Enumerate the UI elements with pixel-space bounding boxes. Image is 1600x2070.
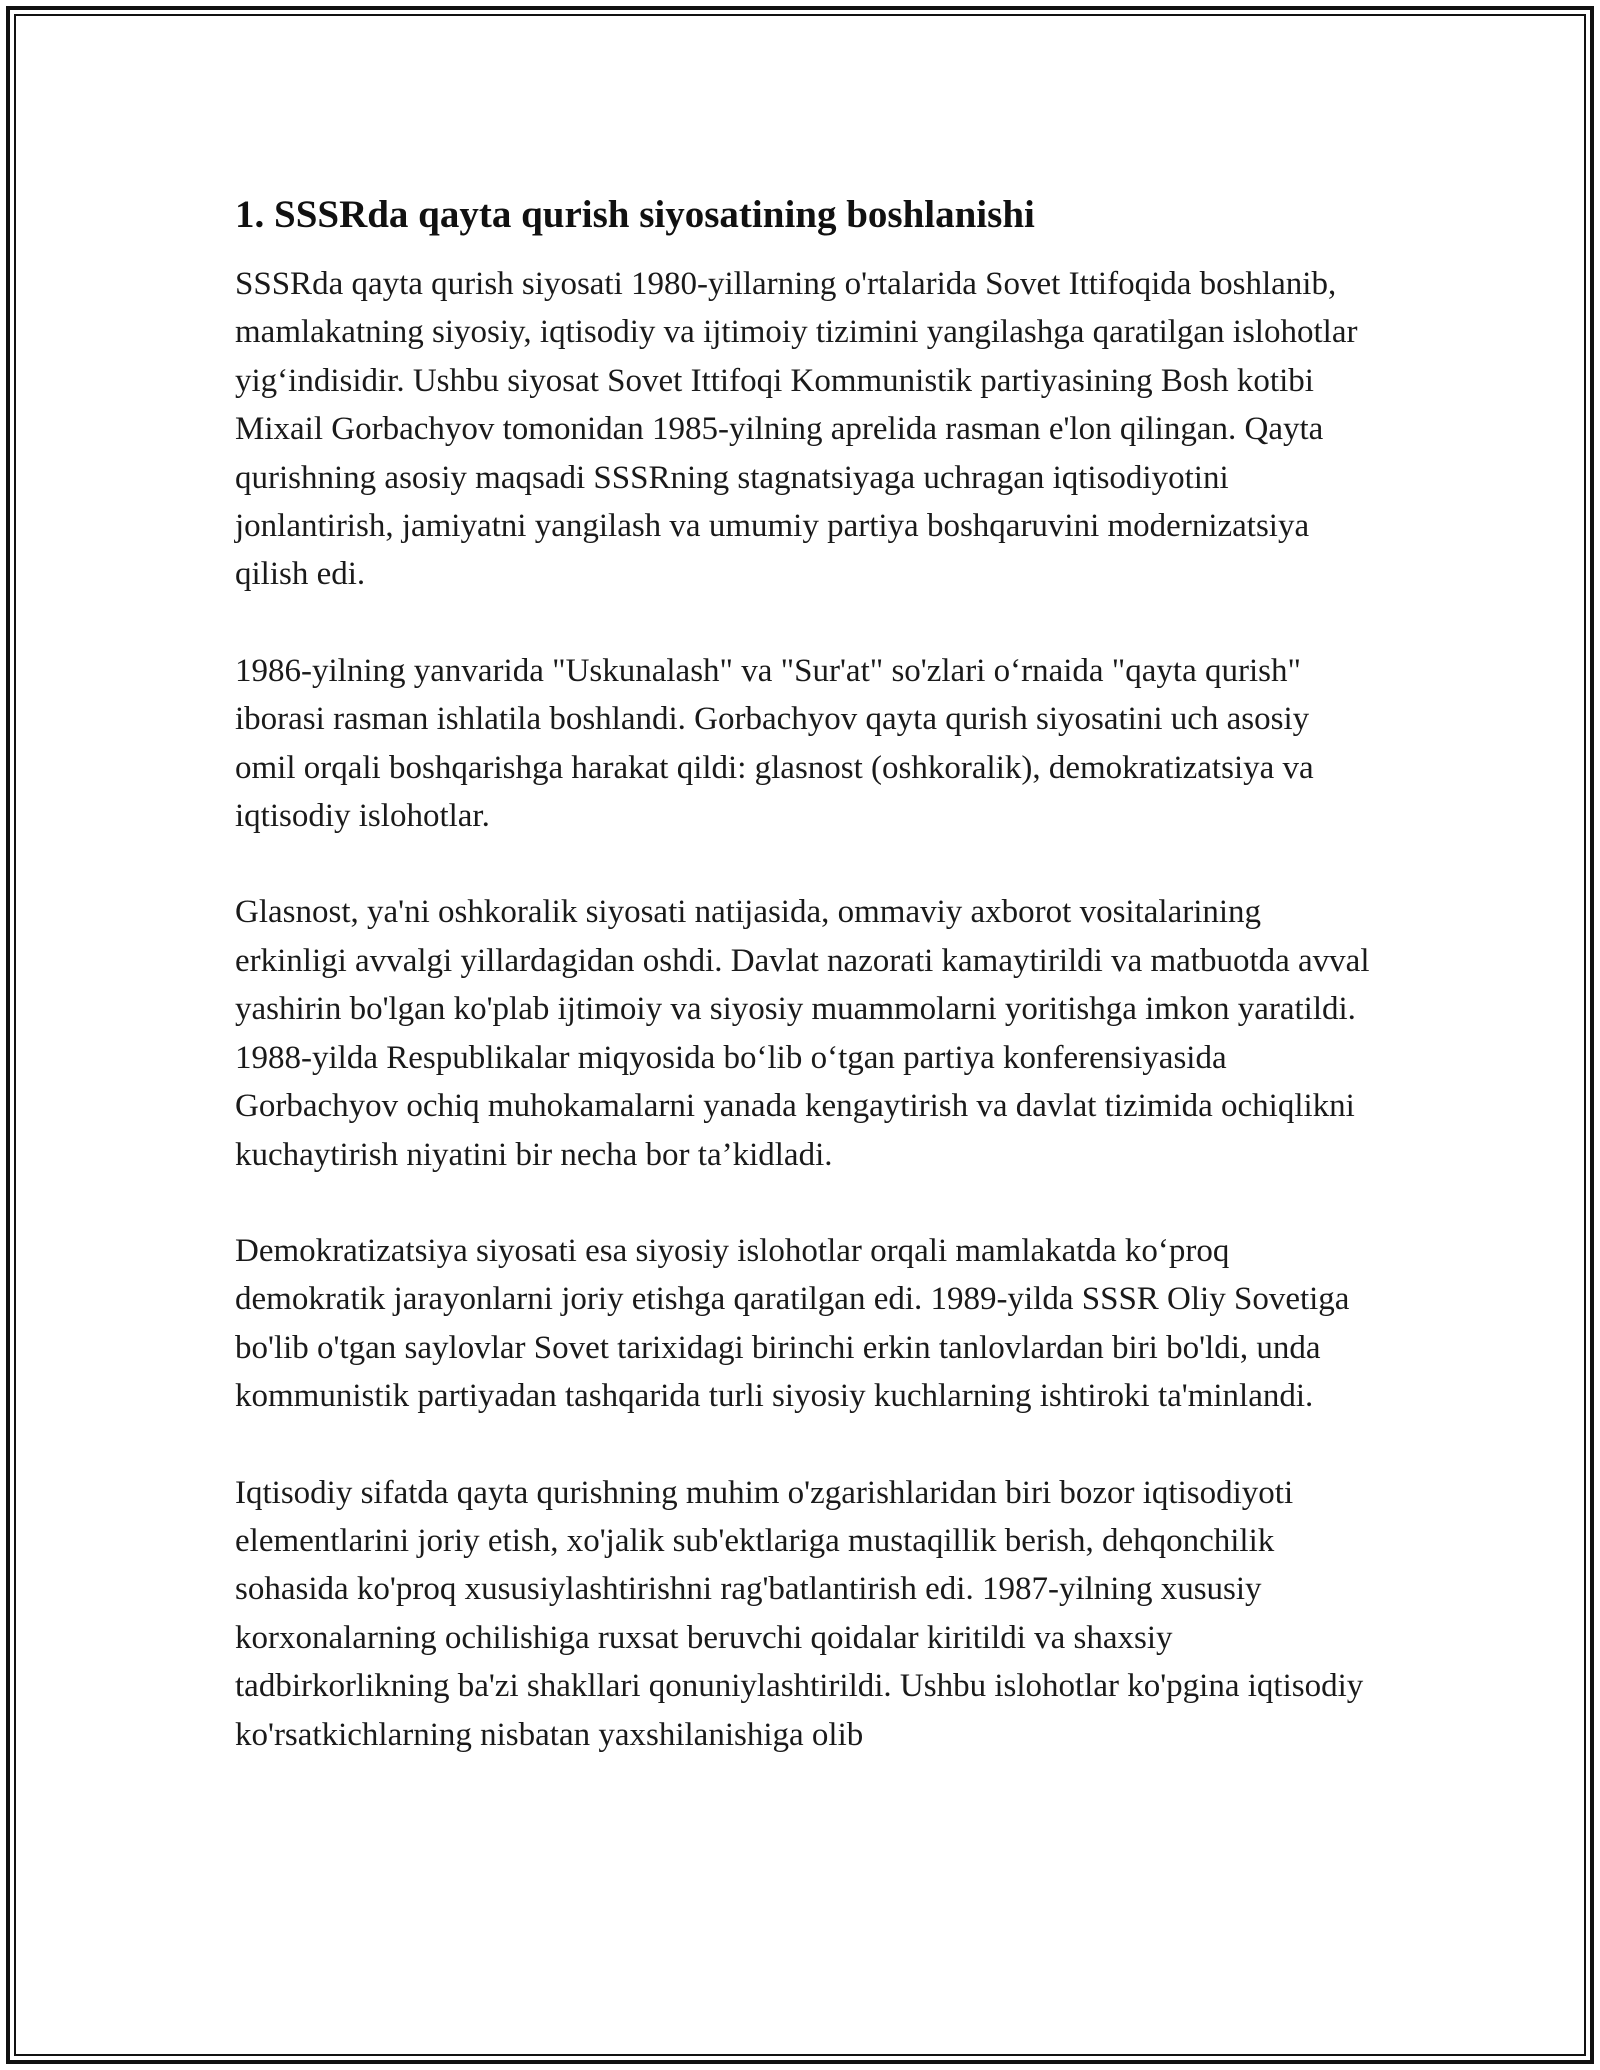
- paragraph-terminology: 1986-yilning yanvarida "Uskunalash" va "Sur'at" so'zlari o‘rnaida "qayta qurish" iborasi rasman ishlatila boshlandi. Gorbachyov qayta qurish siyosatini uch asosiy omil orqali boshqarishga harakat qildi: glasnost (oshkoralik), demokratizatsiya va iqtisodiy islohotlar.: [235, 652, 1314, 835]
- document-body: [235, 190, 1375, 1807]
- paragraph-economic-reforms: Iqtisodiy sifatda qayta qurishning muhim o'zgarishlaridan biri bozor iqtisodiyoti elementlarini joriy etish, xo'jalik sub'ektlariga mustaqillik berish, dehqonchilik sohasida ko'proq xususiylashtirishni rag'batlantirish edi. 1987-yilning xususiy korxonalarning ochilishiga ruxsat beruvchi qoidalar kiritildi va shaxsiy tadbirkorlikning ba'zi shakllari qonuniylashtirildi. Ushbu islohotlar ko'pgina iqtisodiy ko'rsatkichlarning nisbatan yaxshilanishiga olib: [235, 1474, 1364, 1753]
- paragraph-intro: SSSRda qayta qurish siyosati 1980-yillarning o'rtalarida Sovet Ittifoqida boshlanib, mamlakatning siyosiy, iqtisodiy va ijtimoiy tizimini yangilashga qaratilgan islohotlar yig‘indisidir. Ushbu siyosat Sovet Ittifoqi Kommunistik partiyasining Bosh kotibi Mixail Gorbachyov tomonidan 1985-yilning aprelida rasman e'lon qilingan. Qayta qurishning asosiy maqsadi SSSRning stagnatsiyaga uchragan iqtisodiyotini jonlantirish, jamiyatni yangilash va umumiy partiya boshqaruvini modernizatsiya qilish edi.: [235, 266, 1358, 593]
- paragraph-democratization: Demokratizatsiya siyosati esa siyosiy islohotlar orqali mamlakatda ko‘proq demokratik jarayonlarni joriy etishga qaratilgan edi. 1989-yilda SSSR Oliy Sovetiga bo'lib o'tgan saylovlar Sovet tarixidagi birinchi erkin tanlovlardan biri bo'ldi, unda kommunistik partiyadan tashqarida turli siyosiy kuchlarning ishtiroki ta'minlandi.: [235, 1232, 1350, 1415]
- section-heading: 1. SSSRda qayta qurish siyosatining boshlanishi: [235, 193, 1035, 236]
- paragraph-glasnost: Glasnost, ya'ni oshkoralik siyosati natijasida, ommaviy axborot vositalarining erkinligi avvalgi yillardagidan oshdi. Davlat nazorati kamaytirildi va matbuotda avval yashirin bo'lgan ko'plab ijtimoiy va siyosiy muammolarni yoritishga imkon yaratildi. 1988-yilda Respublikalar miqyosida bo‘lib o‘tgan partiya konferensiyasida Gorbachyov ochiq muhokamalarni yanada kengaytirish va davlat tizimida ochiqlikni kuchaytirish niyatini bir necha bor ta’kidladi.: [235, 894, 1370, 1173]
